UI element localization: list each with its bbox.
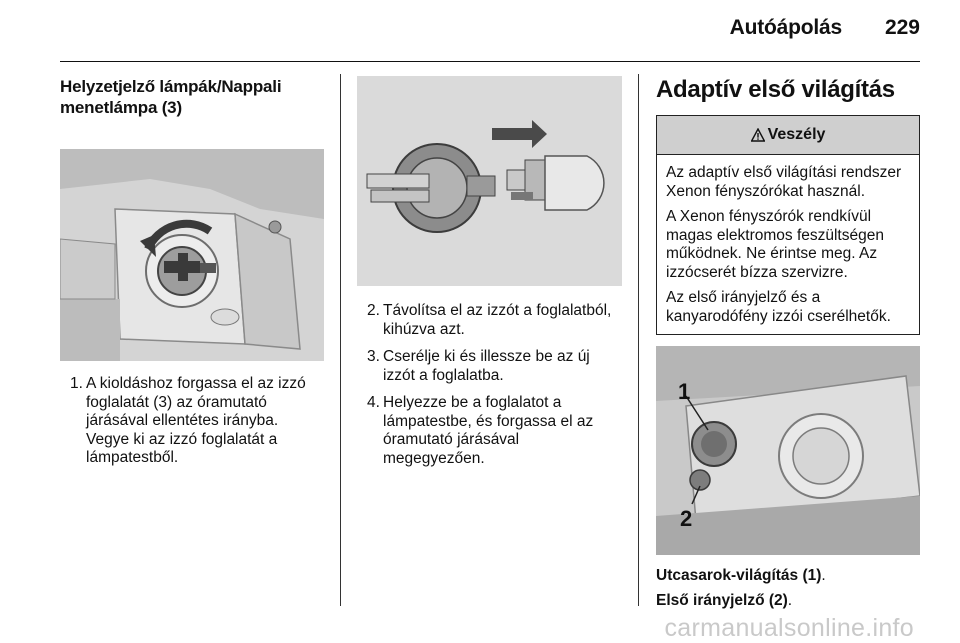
step-item	[357, 394, 623, 468]
caption-cornering-light	[656, 566, 920, 585]
lamp-housing-illustration	[60, 149, 324, 361]
caption-label: Utcasarok-világítás (1)	[656, 567, 822, 584]
caption-turn-signal	[656, 591, 920, 610]
step-number: 4.	[367, 394, 380, 411]
warning-paragraph: Az első irányjelző és a kanyarodófény izzói cserélhetők.	[666, 289, 891, 325]
caption-suffix: .	[787, 592, 793, 609]
step-number: 1.	[70, 375, 83, 392]
bulb-removal-illustration	[357, 76, 622, 286]
bulb-removal-drawing	[357, 76, 622, 286]
step-item	[60, 375, 325, 468]
column-1	[60, 76, 325, 477]
column-divider-2	[638, 74, 639, 606]
warning-body	[657, 155, 919, 334]
warning-title: Veszély	[767, 126, 826, 143]
lamp-housing-drawing	[60, 149, 324, 361]
headlight-drawing	[656, 346, 920, 555]
caption-suffix: .	[821, 567, 826, 584]
page-number: 229	[884, 16, 920, 39]
warning-paragraph: A Xenon fényszórók rendkívül magas elektromos feszültségen működnek. Ne érintse meg. Az izzócserét bízza szervizre.	[666, 208, 884, 281]
step-number: 3.	[367, 348, 380, 365]
watermark: carmanualsonline.info	[664, 614, 914, 642]
step-text: Cserélje ki és illessze be az új izzót a foglalatba.	[383, 348, 590, 384]
warning-paragraph: Az adaptív első világítási rendszer Xenon fényszórókat használ.	[666, 164, 902, 200]
step-text: Távolítsa el az izzót a foglalatból, kihúzva azt.	[383, 302, 612, 338]
warning-box	[656, 115, 920, 335]
steps-list-2	[357, 302, 623, 468]
step-text: Helyezze be a foglalatot a lámpatestbe, és forgassa el az óramutató járásával megegyezően.	[383, 394, 594, 467]
callout-label-2: 2	[680, 506, 693, 531]
headlight-illustration	[656, 346, 920, 555]
column-divider-1	[340, 74, 341, 606]
steps-list-1	[60, 375, 325, 468]
step-item	[357, 302, 623, 339]
header-divider	[60, 61, 920, 62]
step-item	[357, 348, 623, 385]
callout-label-1: 1	[678, 379, 691, 404]
section-heading-position-lights: Helyzetjelző lámpák/Nappali menetlámpa (3)	[60, 77, 282, 117]
caption-label: Első irányjelző (2)	[656, 592, 788, 609]
warning-triangle-icon	[751, 128, 765, 142]
step-number: 2.	[367, 302, 380, 319]
warning-header	[657, 116, 919, 155]
step-text: A kioldáshoz forgassa el az izzó foglalatát (3) az óramutató járásával ellentétes irányba. Vegye ki az izzó foglalatát a lámpatestből.	[86, 375, 306, 466]
section-heading-adaptive-lighting: Adaptív első világítás	[656, 76, 895, 103]
column-3	[656, 76, 920, 610]
section-title: Autóápolás	[729, 16, 842, 39]
column-2	[357, 76, 623, 477]
